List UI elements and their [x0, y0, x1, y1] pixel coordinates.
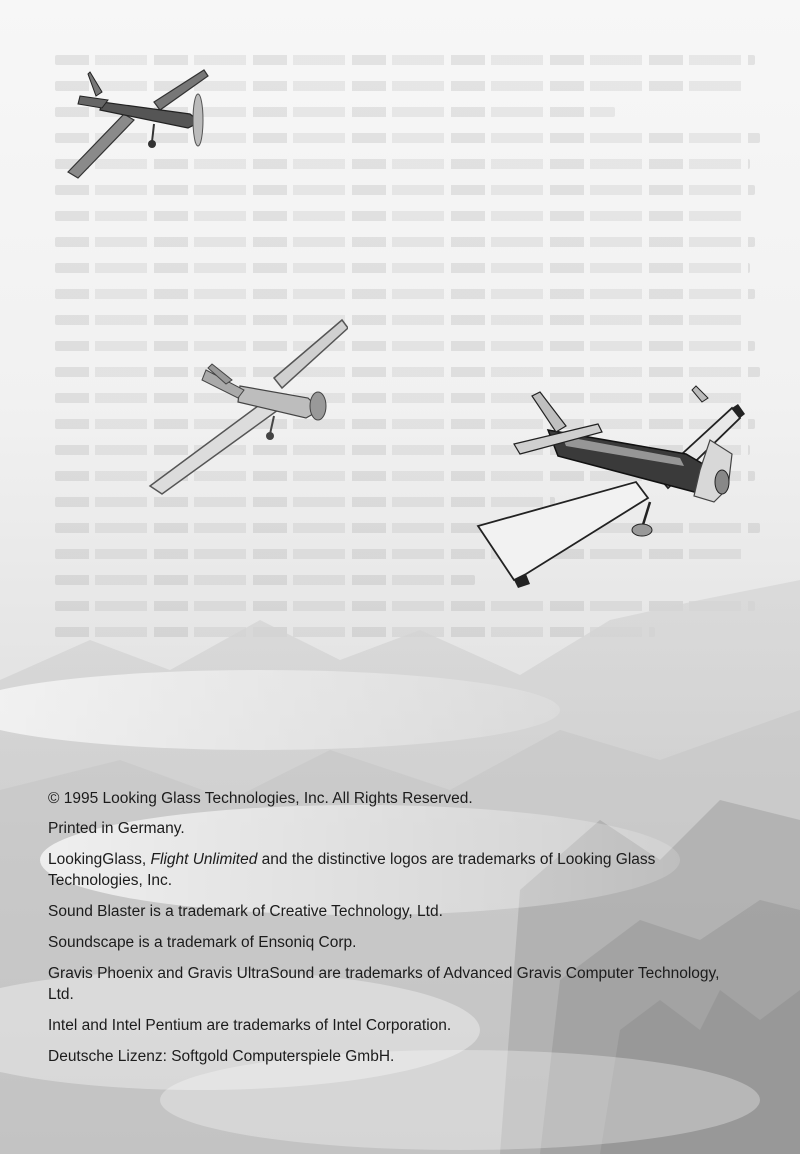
flight-unlimited-title: Flight Unlimited [150, 851, 258, 868]
looking-glass-trademark-prefix: LookingGlass, [48, 851, 151, 868]
aerobatic-plane-top-left [62, 62, 222, 182]
looking-glass-trademark-suffix: and the distinctive logos are trademarks of Looking Glass Technologies, Inc. [48, 851, 656, 889]
looking-glass-trademark [48, 849, 738, 891]
sound-blaster-trademark: Sound Blaster is a trademark of Creative Technology, Ltd. [48, 903, 443, 920]
copyright-notice: © 1995 Looking Glass Technologies, Inc. All Rights Reserved. [48, 790, 473, 807]
soundscape-trademark: Soundscape is a trademark of Ensoniq Corp. [48, 934, 357, 951]
german-license: Deutsche Lizenz: Softgold Computerspiele GmbH. [48, 1048, 395, 1065]
intel-trademark: Intel and Intel Pentium are trademarks of Intel Corporation. [48, 1017, 452, 1034]
printed-location: Printed in Germany. [48, 820, 185, 837]
aerobatic-plane-right [470, 378, 755, 590]
legal-notices [48, 788, 738, 1077]
gravis-trademark: Gravis Phoenix and Gravis UltraSound are trademarks of Advanced Gravis Computer Technology, Ltd. [48, 965, 720, 1003]
light-plane-middle [148, 318, 348, 496]
